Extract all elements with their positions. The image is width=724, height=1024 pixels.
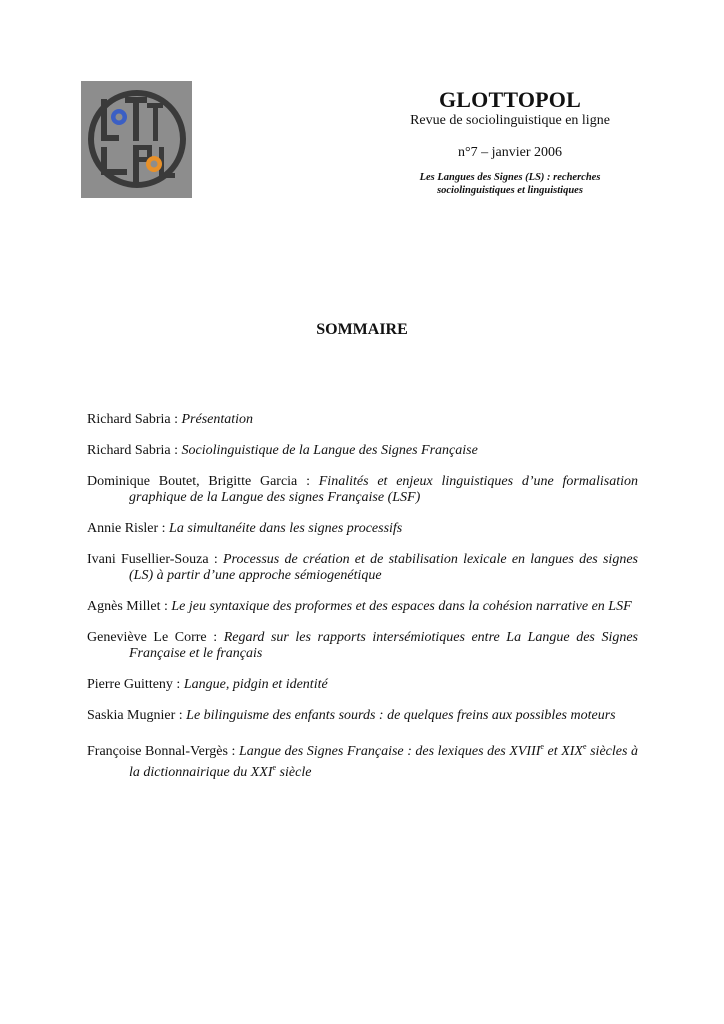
issue-number: n°7 – janvier 2006 bbox=[458, 145, 562, 160]
table-of-contents bbox=[87, 412, 638, 796]
toc-title-part: siècles à la dictionnairique du XXI bbox=[129, 744, 638, 780]
toc-title: Processus de création et de stabilisation lexicale en langues des signes (LS) à partir d’une approche sémiogenétique bbox=[129, 552, 638, 583]
toc-title: Présentation bbox=[181, 412, 254, 427]
toc-entry bbox=[87, 677, 638, 693]
issue-theme-line-2: sociolinguistiques et linguistiques bbox=[437, 185, 583, 196]
toc-author: Françoise Bonnal-Vergès : bbox=[87, 744, 239, 759]
toc-title: Sociolinguistique de la Langue des Signes Française bbox=[181, 443, 478, 458]
toc-entry bbox=[87, 412, 638, 428]
toc-author: Pierre Guitteny : bbox=[87, 677, 184, 692]
journal-subtitle: Revue de sociolinguistique en ligne bbox=[410, 113, 610, 128]
toc-entry bbox=[87, 443, 638, 459]
toc-entry bbox=[87, 521, 638, 537]
toc-title: Finalités et enjeux linguistiques d’une formalisation graphique de la Langue des signes Française (LSF) bbox=[129, 474, 639, 505]
toc-title-part: et XIX bbox=[543, 744, 583, 759]
superscript: e bbox=[582, 742, 587, 751]
issue-theme-line-1: Les Langues des Signes (LS) : recherches bbox=[419, 172, 601, 183]
toc-title: Le bilinguisme des enfants sourds : de quelques freins aux possibles moteurs bbox=[186, 708, 616, 723]
journal-header bbox=[380, 88, 640, 197]
toc-title: Langue, pidgin et identité bbox=[183, 677, 328, 692]
toc-entry bbox=[87, 552, 638, 584]
toc-title: Le jeu syntaxique des proformes et des espaces dans la cohésion narrative en LSF bbox=[171, 599, 632, 614]
toc-author: Saskia Mugnier : bbox=[87, 708, 187, 723]
toc-title-part: siècle bbox=[276, 765, 312, 780]
toc-author: Ivani Fusellier-Souza : bbox=[87, 552, 223, 567]
toc-title-part: Langue des Signes Française : des lexiques des XVIII bbox=[238, 744, 541, 759]
toc-author: Annie Risler : bbox=[87, 521, 170, 536]
superscript: e bbox=[540, 742, 544, 751]
toc-entry bbox=[87, 739, 638, 781]
toc-author: Richard Sabria : bbox=[87, 443, 182, 458]
toc-entry bbox=[87, 599, 638, 615]
toc-author: Dominique Boutet, Brigitte Garcia : bbox=[87, 474, 319, 489]
glottopol-logo bbox=[81, 81, 192, 198]
issue-theme bbox=[380, 171, 640, 197]
logo-icon bbox=[81, 81, 192, 198]
journal-title: GLOTTOPOL bbox=[439, 87, 581, 112]
toc-entry bbox=[87, 474, 638, 506]
sommaire-heading: SOMMAIRE bbox=[316, 321, 408, 338]
toc-author: Richard Sabria : bbox=[87, 412, 182, 427]
superscript: e bbox=[272, 763, 277, 772]
toc-entry bbox=[87, 708, 638, 724]
toc-title: Regard sur les rapports intersémiotiques entre La Langue des Signes Française et le français bbox=[129, 630, 639, 661]
toc-entry bbox=[87, 630, 638, 662]
toc-author: Geneviève Le Corre : bbox=[87, 630, 224, 645]
toc-title: La simultanéite dans les signes processifs bbox=[169, 521, 403, 536]
toc-author: Agnès Millet : bbox=[87, 599, 172, 614]
